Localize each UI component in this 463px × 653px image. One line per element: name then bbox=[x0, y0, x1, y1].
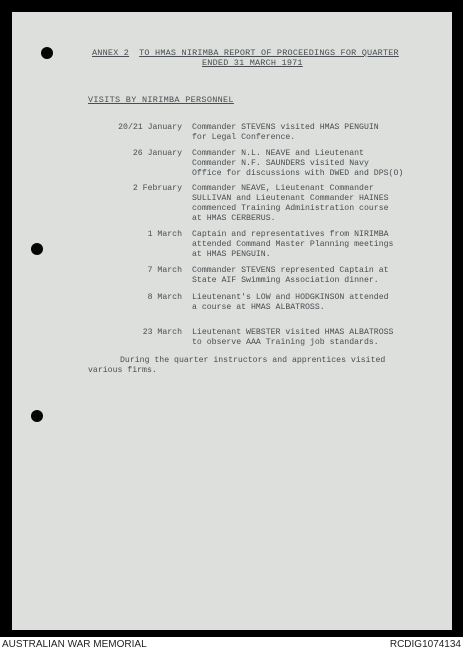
archive-reference: RCDIG1074134 bbox=[389, 639, 461, 650]
entry-date: 20/21 January bbox=[118, 123, 182, 132]
section-title: VISITS BY NIRIMBA PERSONNEL bbox=[88, 95, 234, 105]
entry-line: Lieutenant WEBSTER visited HMAS ALBATROSS bbox=[192, 328, 394, 337]
document-page bbox=[12, 12, 452, 630]
entry-date: 7 March bbox=[147, 266, 182, 275]
entry-line: Captain and representatives from NIRIMBA bbox=[192, 230, 389, 239]
entry-line: Commander N.L. NEAVE and Lieutenant bbox=[192, 149, 364, 158]
entry-date: 8 March bbox=[147, 293, 182, 302]
entry-line: State AIF Swimming Association dinner. bbox=[192, 276, 379, 285]
entry-line: commenced Training Administration course bbox=[192, 204, 389, 213]
heading-line-2: ENDED 31 MARCH 1971 bbox=[202, 58, 303, 68]
document-heading bbox=[92, 48, 432, 68]
entry-line: for Legal Conference. bbox=[192, 133, 296, 142]
entry-date: 26 January bbox=[132, 149, 182, 158]
entry-line: at HMAS CERBERUS. bbox=[192, 214, 276, 223]
entry-line: a course at HMAS ALBATROSS. bbox=[192, 303, 325, 312]
entry-date: 2 February bbox=[132, 184, 182, 193]
archive-footer bbox=[0, 637, 463, 653]
entry-line: Commander NEAVE, Lieutenant Commander bbox=[192, 184, 374, 193]
punch-hole-bottom bbox=[31, 410, 43, 422]
punch-hole-middle bbox=[31, 243, 43, 255]
entry-line: Office for discussions with DWED and DPS(O) bbox=[192, 169, 404, 178]
entry-line: Commander STEVENS represented Captain at bbox=[192, 266, 389, 275]
entry-line: Commander N.F. SAUNDERS visited Navy bbox=[192, 159, 369, 168]
punch-hole-top bbox=[41, 47, 53, 59]
heading-line-1: TO HMAS NIRIMBA REPORT OF PROCEEDINGS FOR QUARTER bbox=[139, 48, 399, 58]
entry-line: Commander STEVENS visited HMAS PENGUIN bbox=[192, 123, 379, 132]
closing-line-2: various firms. bbox=[88, 366, 157, 375]
entry-date: 23 March bbox=[142, 328, 182, 337]
entry-line: Lieutenant's LOW and HODGKINSON attended bbox=[192, 293, 389, 302]
annex-label: ANNEX 2 bbox=[92, 48, 130, 58]
entry-date: 1 March bbox=[147, 230, 182, 239]
entry-line: at HMAS PENGUIN. bbox=[192, 250, 271, 259]
entry-line: attended Command Master Planning meetings bbox=[192, 240, 394, 249]
closing-line-1: During the quarter instructors and apprentices visited bbox=[120, 356, 386, 365]
entry-line: SULLIVAN and Lieutenant Commander HAINES bbox=[192, 194, 389, 203]
entry-line: to observe AAA Training job standards. bbox=[192, 338, 379, 347]
archive-name: AUSTRALIAN WAR MEMORIAL bbox=[2, 639, 147, 650]
closing-paragraph bbox=[88, 356, 385, 376]
